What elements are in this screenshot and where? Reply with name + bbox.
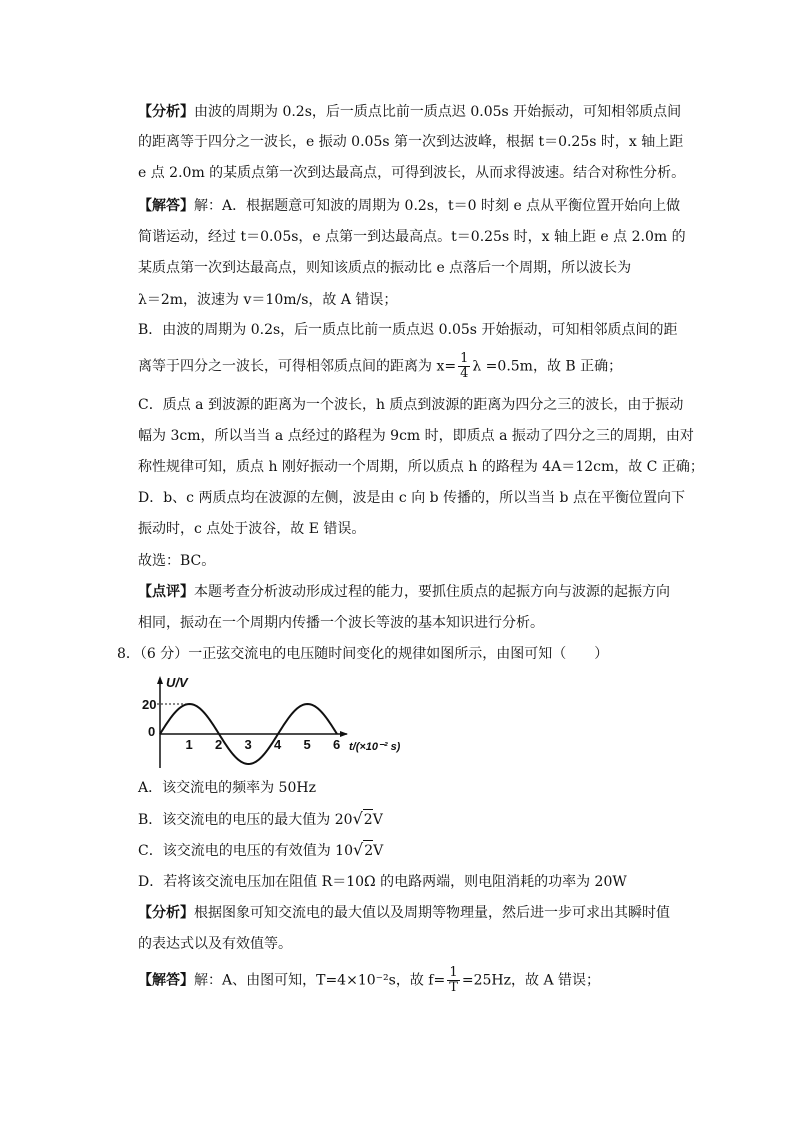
answer2-line: 【解答】解：A、由图可知，T=4×10⁻²s，故 f= $\frac{1}{T}$ =25Hz，故 A 错误； [138, 965, 600, 995]
answer-line-c3: 称性规律可知，质点 h 刚好振动一个周期，所以质点 h 的路程为 4A＝12cm，故 C 正确； [138, 459, 704, 475]
chart-x-label: t/(×10⁻² s) [349, 741, 401, 753]
review-line-1: 【点评】本题考查分析波动形成过程的能力，要抓住质点的起振方向与波源的起振方向 [138, 584, 670, 600]
y-axis-arrow [157, 676, 163, 684]
answer-line-b2: 离等于四分之一波长，可得相邻质点间的距离为 x= $\frac{1}{4}$ λ =0.5m，故 B 正确； [138, 351, 623, 381]
analysis-line-2: 的距离等于四分之一波长，e 振动 0.05s 第一次到达波峰，根据 t＝0.25s 时，x 轴上距 [138, 134, 684, 150]
x-tick-label: 4 [274, 737, 282, 752]
fraction-one-quarter: $\frac{1}{4}$ [460, 351, 469, 381]
answer-line-b1: B．由波的周期为 0.2s，后一质点比前一质点迟 0.05s 开始振动，可知相邻质点间的距 [138, 322, 678, 338]
answer-line-c2: 幅为 3cm，所以当当 a 点经过的路程为 9cm 时，即质点 a 振动了四分之三的周期，由对 [138, 428, 694, 444]
x-tick-label: 5 [303, 737, 311, 752]
analysis-line-1: 【分析】由波的周期为 0.2s，后一质点比前一质点迟 0.05s 开始振动，可知相邻质点间 [138, 104, 682, 120]
sqrt-symbol: √ [352, 840, 364, 859]
review-line-2: 相同，振动在一个周期内传播一个波长等波的基本知识进行分析。 [138, 615, 544, 631]
analysis2-tag: 【分析】 [138, 905, 194, 921]
x-tick-label: 2 [215, 737, 223, 752]
chart-y-label: U/V [166, 675, 188, 690]
answer-line-a1: 【解答】解：A．根据题意可知波的周期为 0.2s，t＝0 时刻 e 点从平衡位置开始向上做 [138, 198, 681, 214]
voltage-time-chart [140, 672, 410, 770]
y-tick-label: 0 [148, 724, 156, 739]
y-tick-label: 20 [142, 697, 157, 712]
review-tag: 【点评】 [138, 584, 194, 600]
answer-line-c1: C．质点 a 到波源的距离为一个波长，h 质点到波源的距离为四分之三的波长，由于振动 [138, 397, 684, 413]
question-8-stem: 8．（6 分）一正弦交流电的电压随时间变化的规律如图所示，由图可知（ ） [117, 646, 609, 662]
option-d: D．若将该交流电压加在阻值 R＝10Ω 的电路两端，则电阻消耗的功率为 20W [138, 874, 627, 890]
x-tick-label: 1 [185, 737, 193, 752]
answer-tag: 【解答】 [138, 198, 194, 214]
option-b: B．该交流电的电压的最大值为 20√2V [138, 809, 383, 828]
answer-line-d1: D．b、c 两质点均在波源的左侧，波是由 c 向 b 传播的，所以当当 b 点在平衡位置向下 [138, 490, 685, 506]
option-c: C．该交流电的电压的有效值为 10√2V [138, 840, 384, 859]
answer-line-a3: 某质点第一次到达最高点，则知该质点的振动比 e 点落后一个周期，所以波长为 [138, 260, 632, 276]
analysis-line-3: e 点 2.0m 的某质点第一次到达最高点，可得到波长，从而求得波速。结合对称性分析。 [138, 165, 686, 181]
x-tick-label: 3 [244, 737, 252, 752]
fraction-one-over-t: $\frac{1}{T}$ [449, 965, 458, 995]
answer2-tag: 【解答】 [138, 972, 194, 989]
x-tick-label: 6 [333, 737, 341, 752]
sqrt-symbol: √ [352, 809, 363, 828]
answer-line-a2: 简谐运动，经过 t＝0.05s，e 点第一到达最高点。t＝0.25s 时，x 轴上距 e 点 2.0m 的 [138, 229, 686, 245]
x-axis-arrow [340, 731, 348, 737]
analysis2-line-2: 的表达式以及有效值等。 [138, 936, 292, 952]
option-a: A．该交流电的频率为 50Hz [138, 780, 316, 796]
answer-line-a4: λ＝2m，波速为 v＝10m/s，故 A 错误； [138, 292, 398, 308]
answer-line-d2: 振动时，c 点处于波谷，故 E 错误。 [138, 521, 366, 537]
analysis-tag: 【分析】 [138, 104, 194, 120]
answer-select: 故选：BC。 [138, 553, 216, 569]
analysis2-line-1: 【分析】根据图象可知交流电的最大值以及周期等物理量，然后进一步可求出其瞬时值 [138, 905, 670, 921]
